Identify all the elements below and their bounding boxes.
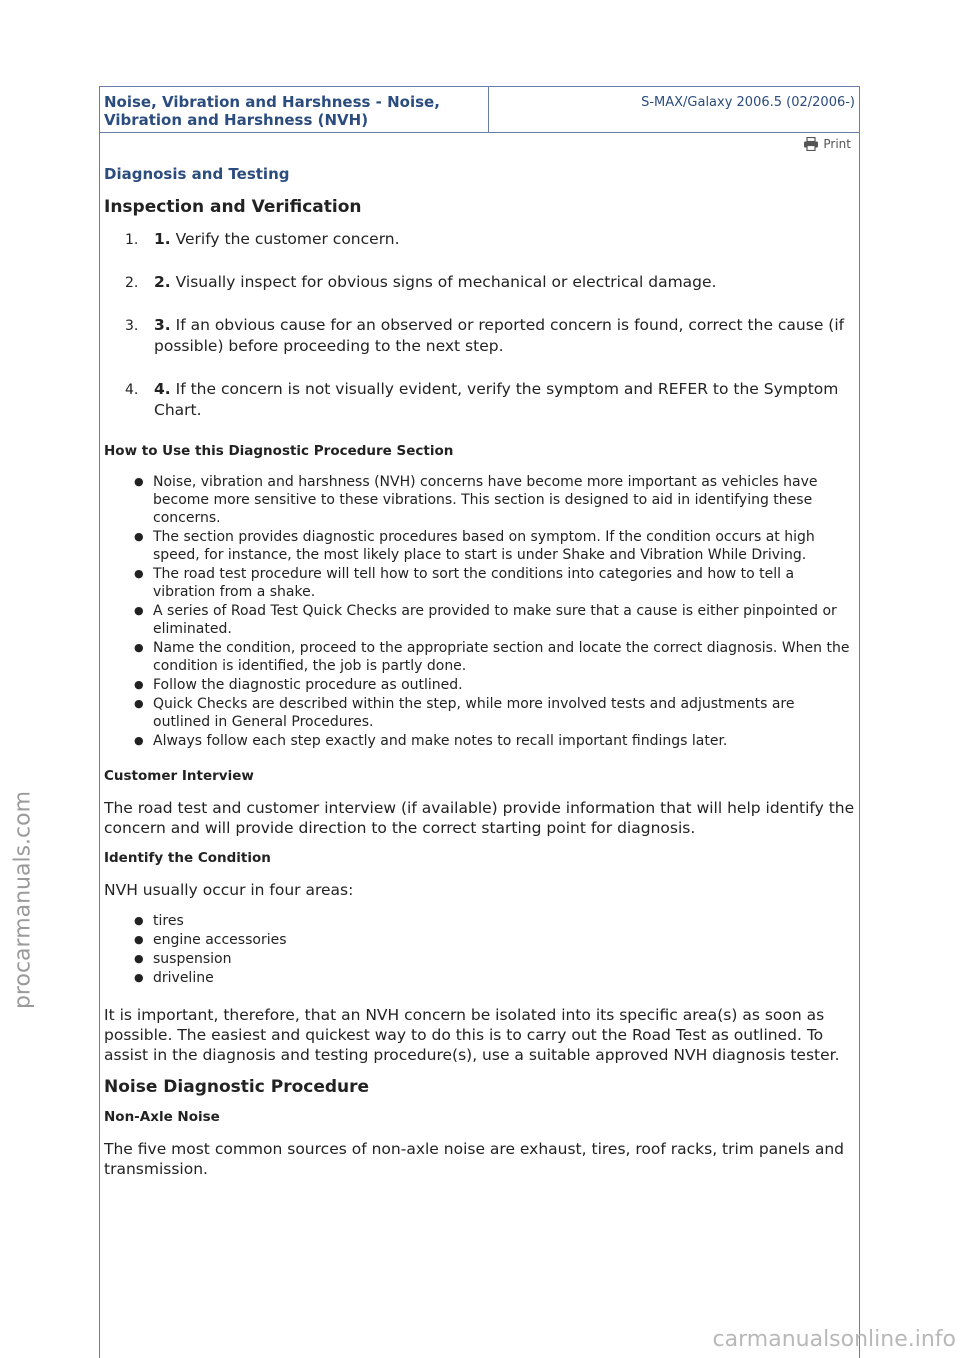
page-title: Noise, Vibration and Harshness - Noise, Vibration and Harshness (NVH) (100, 87, 489, 132)
list-item: ● Always follow each step exactly and make notes to recall important findings later. (104, 732, 855, 750)
list-item (104, 272, 855, 293)
step-text: If the concern is not visually evident, verify the symptom and REFER to the Symptom Chart. (154, 380, 839, 419)
identify-text: It is important, therefore, that an NVH concern be isolated into its specific area(s) as soon as possible. The easiest and quickest way to do this is to carry out the Road Test as outlined. To assist in the diagnosis and testing procedure(s), use a suitable approved NVH diagnosis tester. (104, 1006, 840, 1064)
content (100, 165, 859, 1179)
print-button[interactable] (803, 137, 851, 151)
bottom-watermark: carmanualsonline.info (712, 1327, 956, 1352)
list-item (104, 229, 855, 250)
non-axle-text: The five most common sources of non-axle noise are exhaust, tires, roof racks, trim panels and transmission. (104, 1140, 845, 1178)
list-item: ● suspension (104, 950, 855, 968)
howto-list (104, 473, 855, 750)
section-heading: Diagnosis and Testing (104, 165, 290, 183)
list-item (104, 315, 855, 357)
document-frame (99, 86, 860, 1358)
list-item: ● engine accessories (104, 931, 855, 949)
print-label: Print (823, 137, 851, 151)
noise-heading: Noise Diagnostic Procedure (104, 1077, 370, 1097)
list-item: ● Noise, vibration and harshness (NVH) concerns have become more important as vehicles have become more sensitive to these vibrations. This section is designed to aid in identifying these concerns. (104, 473, 855, 527)
step-bold-number: 4. (154, 380, 171, 398)
step-number: 1. (125, 232, 139, 248)
list-item: ● The road test procedure will tell how to sort the conditions into categories and how to tell a vibration from a shake. (104, 565, 855, 601)
list-item: ● Name the condition, proceed to the appropriate section and locate the correct diagnosis. When the condition is identified, the job is partly done. (104, 639, 855, 675)
non-axle-heading: Non-Axle Noise (104, 1109, 220, 1125)
identify-heading: Identify the Condition (104, 850, 271, 866)
printer-icon (803, 137, 819, 151)
print-row (100, 133, 859, 159)
step-bold-number: 2. (154, 273, 171, 291)
list-item: ● The section provides diagnostic procedures based on symptom. If the condition occurs at high speed, for instance, the most likely place to start is under Shake and Vibration While Driving. (104, 528, 855, 564)
step-number: 4. (125, 382, 139, 398)
step-number: 2. (125, 275, 139, 291)
customer-text: The road test and customer interview (if available) provide information that will help identify the concern and will provide direction to the correct starting point for diagnosis. (104, 799, 855, 837)
side-watermark (8, 700, 38, 1100)
howto-heading: How to Use this Diagnostic Procedure Section (104, 443, 454, 459)
customer-heading: Customer Interview (104, 768, 254, 784)
identify-intro: NVH usually occur in four areas: (104, 881, 354, 899)
step-number: 3. (125, 318, 139, 334)
list-item: ● Follow the diagnostic procedure as outlined. (104, 676, 855, 694)
step-text: If an obvious cause for an observed or reported concern is found, correct the cause (if possible) before proceeding to the next step. (154, 316, 845, 355)
inspection-heading: Inspection and Verification (104, 197, 362, 217)
step-text: Visually inspect for obvious signs of mechanical or electrical damage. (175, 273, 717, 291)
list-item: ● Quick Checks are described within the step, while more involved tests and adjustments are outlined in General Procedures. (104, 695, 855, 731)
step-text: Verify the customer concern. (175, 230, 400, 248)
list-item (104, 379, 855, 421)
model-label: S-MAX/Galaxy 2006.5 (02/2006-) (641, 95, 855, 110)
header (100, 87, 859, 133)
side-watermark-text: procarmanuals.com (10, 790, 36, 1010)
areas-list (104, 912, 855, 987)
step-bold-number: 3. (154, 316, 171, 334)
list-item: ● tires (104, 912, 855, 930)
inspection-steps (104, 229, 855, 421)
list-item: ● A series of Road Test Quick Checks are provided to make sure that a cause is either pinpointed or eliminated. (104, 602, 855, 638)
list-item: ● driveline (104, 969, 855, 987)
step-bold-number: 1. (154, 230, 171, 248)
